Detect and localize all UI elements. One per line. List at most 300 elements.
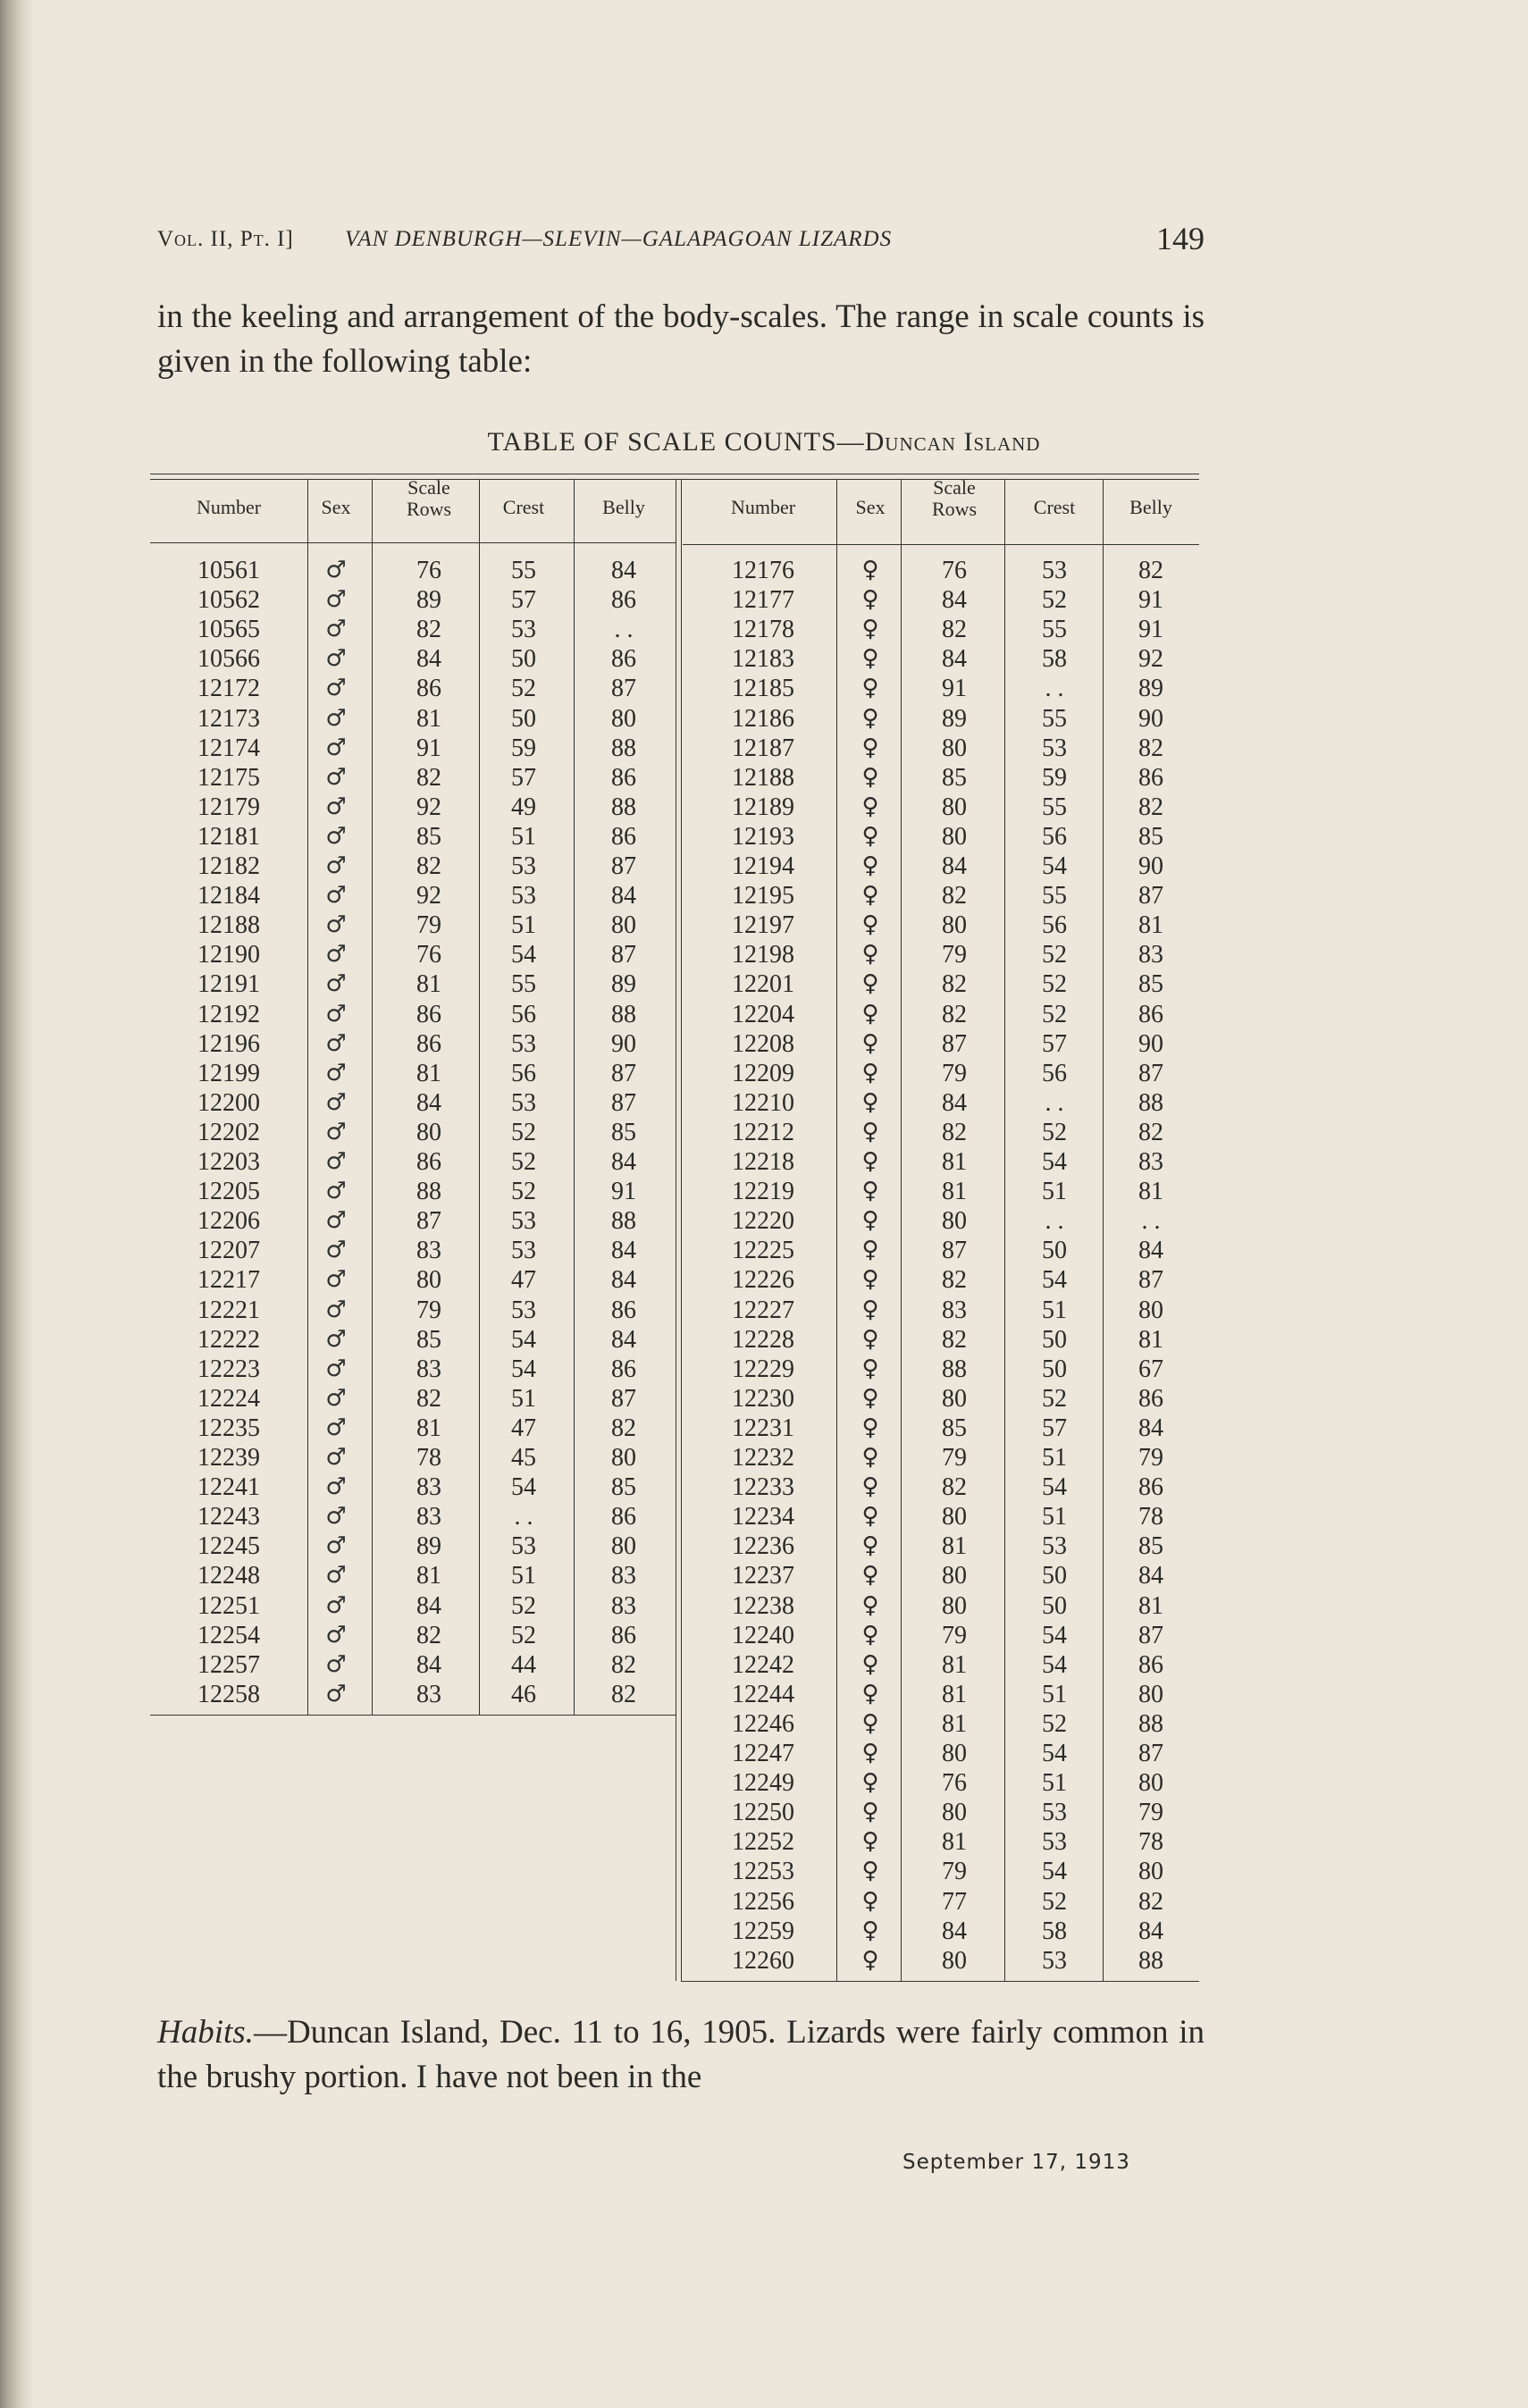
cell-scale-rows: 81: [942, 1680, 967, 1708]
cell-sex: ♂: [325, 1059, 347, 1087]
cell-number: 12240: [732, 1621, 794, 1649]
cell-belly: 91: [611, 1178, 636, 1206]
cell-crest: 52: [1042, 941, 1067, 969]
cell-scale-rows: 81: [416, 970, 441, 999]
cell-crest: 56: [1042, 911, 1067, 940]
cell-number: 12260: [732, 1946, 794, 1975]
cell-crest: 52: [511, 1591, 536, 1620]
cell-belly: . .: [1141, 1207, 1161, 1236]
cell-number: 12233: [732, 1473, 794, 1502]
header-crest-left: Crest: [502, 496, 545, 518]
cell-scale-rows: 81: [416, 1059, 441, 1087]
cell-belly: 87: [1138, 1059, 1163, 1087]
cell-belly: 87: [1138, 1740, 1163, 1767]
column-rule-left: [479, 479, 480, 1715]
cell-number: 12196: [197, 1029, 260, 1058]
cell-crest: 57: [1042, 1414, 1067, 1442]
cell-scale-rows: 84: [942, 645, 967, 674]
cell-scale-rows: 84: [416, 1650, 441, 1679]
cell-crest: 55: [511, 557, 536, 584]
cell-belly: 86: [611, 1296, 636, 1324]
cell-belly: 84: [611, 1237, 636, 1265]
cell-belly: 84: [611, 1325, 636, 1354]
cell-sex: ♂: [325, 1562, 347, 1590]
cell-sex: ♀: [861, 1355, 879, 1382]
cell-belly: 87: [1138, 1621, 1163, 1649]
cell-scale-rows: 82: [942, 1473, 967, 1502]
cell-number: 12208: [732, 1029, 794, 1058]
cell-number: 12178: [732, 616, 794, 644]
cell-scale-rows: 85: [942, 1414, 967, 1442]
cell-belly: 90: [611, 1029, 636, 1058]
male-block-bottom-rule: [150, 1715, 676, 1716]
cell-number: 12207: [197, 1237, 260, 1265]
cell-number: 12173: [197, 704, 260, 733]
intro-paragraph: in the keeling and arrangement of the body-scales. The range in scale counts is given in the following table:: [157, 298, 1205, 380]
cell-crest: 51: [511, 1562, 536, 1590]
page-binding-shadow: [0, 0, 34, 2408]
cell-number: 12254: [197, 1621, 260, 1649]
cell-belly: 80: [611, 1532, 636, 1561]
cell-number: 10562: [197, 586, 260, 615]
cell-scale-rows: 82: [942, 616, 967, 644]
cell-sex: ♀: [861, 852, 879, 879]
cell-belly: 88: [1138, 1946, 1163, 1975]
cell-sex: ♂: [325, 970, 347, 998]
cell-sex: ♂: [325, 822, 347, 850]
cell-belly: 89: [611, 970, 636, 999]
cell-number: 12243: [197, 1503, 260, 1531]
cell-crest: 54: [1042, 852, 1067, 880]
cell-scale-rows: 89: [942, 704, 967, 733]
cell-belly: 87: [611, 675, 636, 703]
cell-belly: 83: [611, 1562, 636, 1590]
cell-sex: ♀: [861, 1000, 879, 1028]
cell-sex: ♀: [861, 557, 879, 583]
cell-scale-rows: 87: [416, 1207, 441, 1236]
cell-crest: 51: [1042, 1680, 1067, 1708]
cell-crest: 51: [1042, 1296, 1067, 1324]
cell-scale-rows: 77: [942, 1887, 967, 1916]
cell-crest: 54: [1042, 1650, 1067, 1679]
header-scale-rows-left: Scale Rows: [406, 476, 452, 520]
cell-sex: ♀: [861, 1532, 879, 1560]
cell-sex: ♂: [325, 1000, 347, 1028]
cell-number: 12228: [732, 1325, 794, 1354]
cell-belly: 87: [1138, 882, 1163, 910]
cell-sex: ♀: [861, 1562, 879, 1590]
cell-belly: 86: [611, 1355, 636, 1383]
cell-number: 10561: [197, 557, 260, 584]
cell-number: 12222: [197, 1325, 260, 1354]
cell-belly: 86: [611, 763, 636, 792]
cell-crest: 51: [511, 822, 536, 851]
cell-scale-rows: 82: [416, 852, 441, 880]
cell-number: 12259: [732, 1917, 794, 1945]
cell-belly: 88: [611, 793, 636, 821]
cell-sex: ♂: [325, 1118, 347, 1145]
cell-scale-rows: 83: [416, 1237, 441, 1265]
cell-sex: ♀: [861, 1680, 879, 1707]
cell-scale-rows: 76: [416, 941, 441, 969]
header-sex-right: Sex: [855, 496, 886, 518]
cell-belly: 84: [611, 882, 636, 910]
habits-text: —Duncan Island, Dec. 11 to 16, 1905. Lizards were fairly common in the brushy portion. I have not been in the: [157, 2014, 1205, 2095]
cell-belly: 88: [611, 1207, 636, 1236]
cell-scale-rows: 79: [942, 1858, 967, 1886]
cell-crest: . .: [1045, 1207, 1064, 1236]
cell-crest: 56: [511, 1000, 536, 1028]
cell-sex: ♀: [861, 1917, 879, 1944]
cell-crest: 50: [1042, 1591, 1067, 1620]
cell-belly: 84: [1138, 1917, 1163, 1945]
table-caption: [0, 427, 1528, 457]
cell-number: 12187: [732, 734, 794, 762]
cell-number: 12189: [732, 793, 794, 821]
cell-crest: 53: [511, 1532, 536, 1561]
cell-crest: 52: [511, 1178, 536, 1206]
cell-crest: 44: [511, 1650, 536, 1679]
cell-scale-rows: 81: [942, 1828, 967, 1857]
cell-scale-rows: 81: [416, 704, 441, 733]
cell-sex: ♀: [861, 941, 879, 969]
cell-scale-rows: 84: [416, 1591, 441, 1620]
cell-scale-rows: 85: [416, 1325, 441, 1354]
cell-number: 12220: [732, 1207, 794, 1236]
cell-belly: 67: [1138, 1355, 1163, 1383]
cell-number: 12250: [732, 1799, 794, 1827]
cell-scale-rows: 87: [942, 1029, 967, 1058]
cell-crest: 52: [511, 1118, 536, 1146]
cell-sex: ♂: [325, 675, 347, 702]
cell-scale-rows: 82: [416, 1621, 441, 1649]
cell-number: 12242: [732, 1650, 794, 1679]
cell-crest: 56: [1042, 1059, 1067, 1087]
cell-sex: ♂: [325, 1414, 347, 1441]
cell-number: 12204: [732, 1000, 794, 1028]
cell-number: 12221: [197, 1296, 260, 1324]
cell-number: 12252: [732, 1828, 794, 1857]
cell-belly: 90: [1138, 704, 1163, 733]
cell-scale-rows: 82: [942, 1118, 967, 1146]
cell-crest: 53: [511, 1029, 536, 1058]
cell-sex: ♂: [325, 882, 347, 910]
cell-crest: 55: [1042, 704, 1067, 733]
cell-number: 12194: [732, 852, 794, 880]
cell-crest: 53: [511, 1207, 536, 1236]
cell-scale-rows: 81: [416, 1414, 441, 1442]
cell-scale-rows: 91: [416, 734, 441, 762]
cell-number: 12182: [197, 852, 260, 880]
cell-belly: 82: [611, 1414, 636, 1442]
cell-scale-rows: 83: [416, 1355, 441, 1383]
cell-sex: ♂: [325, 1355, 347, 1382]
cell-belly: 90: [1138, 1029, 1163, 1058]
cell-sex: ♀: [861, 1591, 879, 1619]
cell-belly: 85: [611, 1118, 636, 1146]
cell-sex: ♀: [861, 970, 879, 998]
cell-crest: 51: [511, 1384, 536, 1413]
cell-scale-rows: 84: [942, 586, 967, 615]
cell-scale-rows: 84: [942, 1088, 967, 1117]
cell-crest: 52: [1042, 1000, 1067, 1028]
header-number-right: Number: [730, 496, 796, 518]
cell-belly: 80: [611, 1444, 636, 1472]
habits-label: Habits.: [157, 2014, 254, 2051]
cell-belly: 86: [1138, 1473, 1163, 1502]
cell-sex: ♂: [325, 1325, 347, 1353]
cell-crest: 52: [1042, 1709, 1067, 1738]
cell-number: 12257: [197, 1650, 260, 1679]
cell-number: 12188: [197, 911, 260, 940]
cell-belly: 80: [1138, 1680, 1163, 1708]
header-sex-left: Sex: [321, 496, 351, 518]
cell-belly: 82: [1138, 557, 1163, 584]
cell-number: 12199: [197, 1059, 260, 1087]
cell-number: 12229: [732, 1355, 794, 1383]
cell-sex: ♀: [861, 586, 879, 614]
cell-sex: ♂: [325, 1680, 347, 1707]
cell-crest: 59: [1042, 763, 1067, 792]
running-header: [157, 220, 1205, 264]
cell-sex: ♀: [861, 1621, 879, 1649]
cell-crest: 52: [1042, 1887, 1067, 1916]
cell-belly: 87: [611, 1384, 636, 1413]
cell-scale-rows: 89: [416, 586, 441, 615]
cell-number: 12246: [732, 1709, 794, 1738]
cell-scale-rows: 76: [416, 557, 441, 584]
header-rule-left: [150, 542, 676, 543]
cell-belly: 81: [1138, 1591, 1163, 1620]
cell-scale-rows: 83: [416, 1503, 441, 1531]
cell-scale-rows: 80: [416, 1118, 441, 1146]
cell-belly: 83: [1138, 1148, 1163, 1176]
cell-belly: 78: [1138, 1828, 1163, 1857]
cell-sex: ♀: [861, 1178, 879, 1205]
page-number: 149: [1156, 221, 1205, 256]
cell-belly: 87: [611, 1059, 636, 1087]
cell-number: 12249: [732, 1769, 794, 1798]
cell-scale-rows: 83: [942, 1296, 967, 1324]
cell-number: 12251: [197, 1591, 260, 1620]
cell-scale-rows: 80: [942, 911, 967, 940]
cell-scale-rows: 79: [942, 941, 967, 969]
cell-sex: ♂: [325, 1029, 347, 1057]
cell-crest: 57: [1042, 1029, 1067, 1058]
cell-crest: 55: [1042, 882, 1067, 910]
cell-number: 12206: [197, 1207, 260, 1236]
cell-crest: 50: [1042, 1325, 1067, 1354]
cell-sex: ♀: [861, 1325, 879, 1353]
cell-scale-rows: 82: [416, 763, 441, 792]
cell-sex: ♂: [325, 1384, 347, 1412]
cell-crest: 50: [1042, 1355, 1067, 1383]
cell-scale-rows: 80: [942, 1207, 967, 1236]
cell-sex: ♀: [861, 1946, 879, 1974]
cell-belly: 88: [1138, 1088, 1163, 1117]
column-rule-left: [574, 479, 575, 1715]
cell-sex: ♂: [325, 557, 347, 583]
cell-belly: 84: [611, 1266, 636, 1295]
cell-crest: 54: [1042, 1621, 1067, 1649]
cell-scale-rows: 85: [416, 822, 441, 851]
cell-sex: ♂: [325, 911, 347, 939]
cell-crest: 55: [1042, 793, 1067, 821]
cell-belly: 90: [1138, 852, 1163, 880]
cell-crest: 53: [511, 1296, 536, 1324]
cell-number: 12236: [732, 1532, 794, 1561]
cell-sex: ♂: [325, 1266, 347, 1294]
cell-crest: 47: [511, 1414, 536, 1442]
cell-number: 12247: [732, 1740, 794, 1767]
cell-belly: 83: [611, 1591, 636, 1620]
cell-sex: ♂: [325, 941, 347, 969]
cell-sex: ♀: [861, 882, 879, 910]
cell-number: 12244: [732, 1680, 794, 1708]
cell-scale-rows: 91: [942, 675, 967, 703]
cell-belly: 86: [1138, 1650, 1163, 1679]
cell-scale-rows: 83: [416, 1473, 441, 1502]
cell-crest: 57: [511, 763, 536, 792]
column-rule-right: [836, 479, 837, 1981]
cell-number: 12230: [732, 1384, 794, 1413]
cell-number: 12175: [197, 763, 260, 792]
cell-number: 12190: [197, 941, 260, 969]
volume-reference: Vol. II, Pt. I]: [157, 227, 294, 251]
cell-sex: ♂: [325, 1237, 347, 1264]
cell-belly: . .: [614, 616, 634, 644]
cell-number: 12258: [197, 1680, 260, 1708]
cell-scale-rows: 83: [416, 1680, 441, 1708]
cell-crest: 51: [511, 911, 536, 940]
cell-belly: 80: [1138, 1858, 1163, 1886]
cell-sex: ♀: [861, 1769, 879, 1797]
cell-scale-rows: 80: [942, 1503, 967, 1531]
cell-sex: ♀: [861, 1740, 879, 1766]
cell-crest: 50: [1042, 1562, 1067, 1590]
cell-belly: 82: [1138, 734, 1163, 762]
cell-number: 12235: [197, 1414, 260, 1442]
cell-crest: 50: [511, 704, 536, 733]
cell-scale-rows: 81: [942, 1532, 967, 1561]
cell-belly: 86: [611, 1503, 636, 1531]
cell-crest: 59: [511, 734, 536, 762]
cell-sex: ♂: [325, 616, 347, 643]
block-divider-rule-double: [681, 479, 682, 1981]
cell-scale-rows: 80: [416, 1266, 441, 1295]
header-rule-right: [683, 544, 1199, 545]
cell-sex: ♂: [325, 586, 347, 614]
cell-scale-rows: 80: [942, 1562, 967, 1590]
cell-sex: ♂: [325, 763, 347, 791]
cell-crest: 53: [511, 1237, 536, 1265]
cell-scale-rows: 92: [416, 793, 441, 821]
cell-scale-rows: 82: [942, 1266, 967, 1295]
cell-belly: 82: [611, 1680, 636, 1708]
cell-scale-rows: 82: [942, 882, 967, 910]
cell-sex: ♀: [861, 1237, 879, 1264]
cell-number: 12177: [732, 586, 794, 615]
cell-crest: 52: [1042, 1118, 1067, 1146]
column-rule-right: [1103, 479, 1104, 1981]
cell-number: 10565: [197, 616, 260, 644]
cell-sex: ♂: [325, 1296, 347, 1323]
cell-sex: ♀: [861, 1799, 879, 1826]
cell-number: 12232: [732, 1444, 794, 1472]
cell-sex: ♀: [861, 1384, 879, 1412]
cell-scale-rows: 81: [942, 1148, 967, 1176]
cell-crest: . .: [514, 1503, 533, 1531]
cell-belly: 92: [1138, 645, 1163, 674]
cell-sex: ♂: [325, 734, 347, 761]
cell-belly: 88: [1138, 1709, 1163, 1738]
cell-scale-rows: 78: [416, 1444, 441, 1472]
cell-crest: 52: [511, 1148, 536, 1176]
cell-scale-rows: 82: [416, 616, 441, 644]
cell-scale-rows: 82: [942, 1000, 967, 1028]
cell-number: 12226: [732, 1266, 794, 1295]
cell-crest: . .: [1045, 675, 1064, 703]
cell-number: 12253: [732, 1858, 794, 1886]
cell-crest: 52: [1042, 970, 1067, 999]
header-number-left: Number: [196, 496, 262, 518]
cell-sex: ♂: [325, 852, 347, 879]
cell-scale-rows: 81: [416, 1562, 441, 1590]
cell-sex: ♀: [861, 704, 879, 732]
cell-number: 12238: [732, 1591, 794, 1620]
cell-belly: 86: [611, 586, 636, 615]
cell-belly: 82: [611, 1650, 636, 1679]
cell-belly: 87: [1138, 1266, 1163, 1295]
cell-number: 12200: [197, 1088, 260, 1117]
cell-number: 12201: [732, 970, 794, 999]
cell-belly: 86: [1138, 1384, 1163, 1413]
cell-belly: 86: [611, 822, 636, 851]
cell-crest: 54: [1042, 1473, 1067, 1502]
running-title: VAN DENBURGH—SLEVIN—GALAPAGOAN LIZARDS: [345, 227, 893, 251]
cell-belly: 81: [1138, 1178, 1163, 1206]
cell-number: 12234: [732, 1503, 794, 1531]
cell-sex: ♀: [861, 1650, 879, 1678]
cell-sex: ♀: [861, 1059, 879, 1087]
cell-number: 12176: [732, 557, 794, 584]
cell-belly: 84: [1138, 1562, 1163, 1590]
cell-sex: ♂: [325, 793, 347, 820]
cell-belly: 86: [611, 1621, 636, 1649]
cell-number: 12239: [197, 1444, 260, 1472]
female-block-bottom-rule: [681, 1981, 1199, 1982]
cell-crest: 50: [1042, 1237, 1067, 1265]
cell-belly: 84: [1138, 1414, 1163, 1442]
cell-belly: 80: [1138, 1769, 1163, 1798]
cell-sex: ♀: [861, 675, 879, 702]
cell-belly: 82: [1138, 793, 1163, 821]
cell-crest: 56: [1042, 822, 1067, 851]
cell-sex: ♂: [325, 1148, 347, 1175]
cell-number: 12241: [197, 1473, 260, 1502]
cell-number: 12191: [197, 970, 260, 999]
cell-scale-rows: 86: [416, 675, 441, 703]
cell-scale-rows: 92: [416, 882, 441, 910]
cell-crest: 58: [1042, 645, 1067, 674]
cell-belly: 78: [1138, 1503, 1163, 1531]
cell-belly: 91: [1138, 616, 1163, 644]
cell-belly: 84: [611, 557, 636, 584]
cell-number: 12193: [732, 822, 794, 851]
cell-scale-rows: 79: [942, 1621, 967, 1649]
cell-sex: ♂: [325, 645, 347, 673]
cell-crest: 54: [511, 1325, 536, 1354]
